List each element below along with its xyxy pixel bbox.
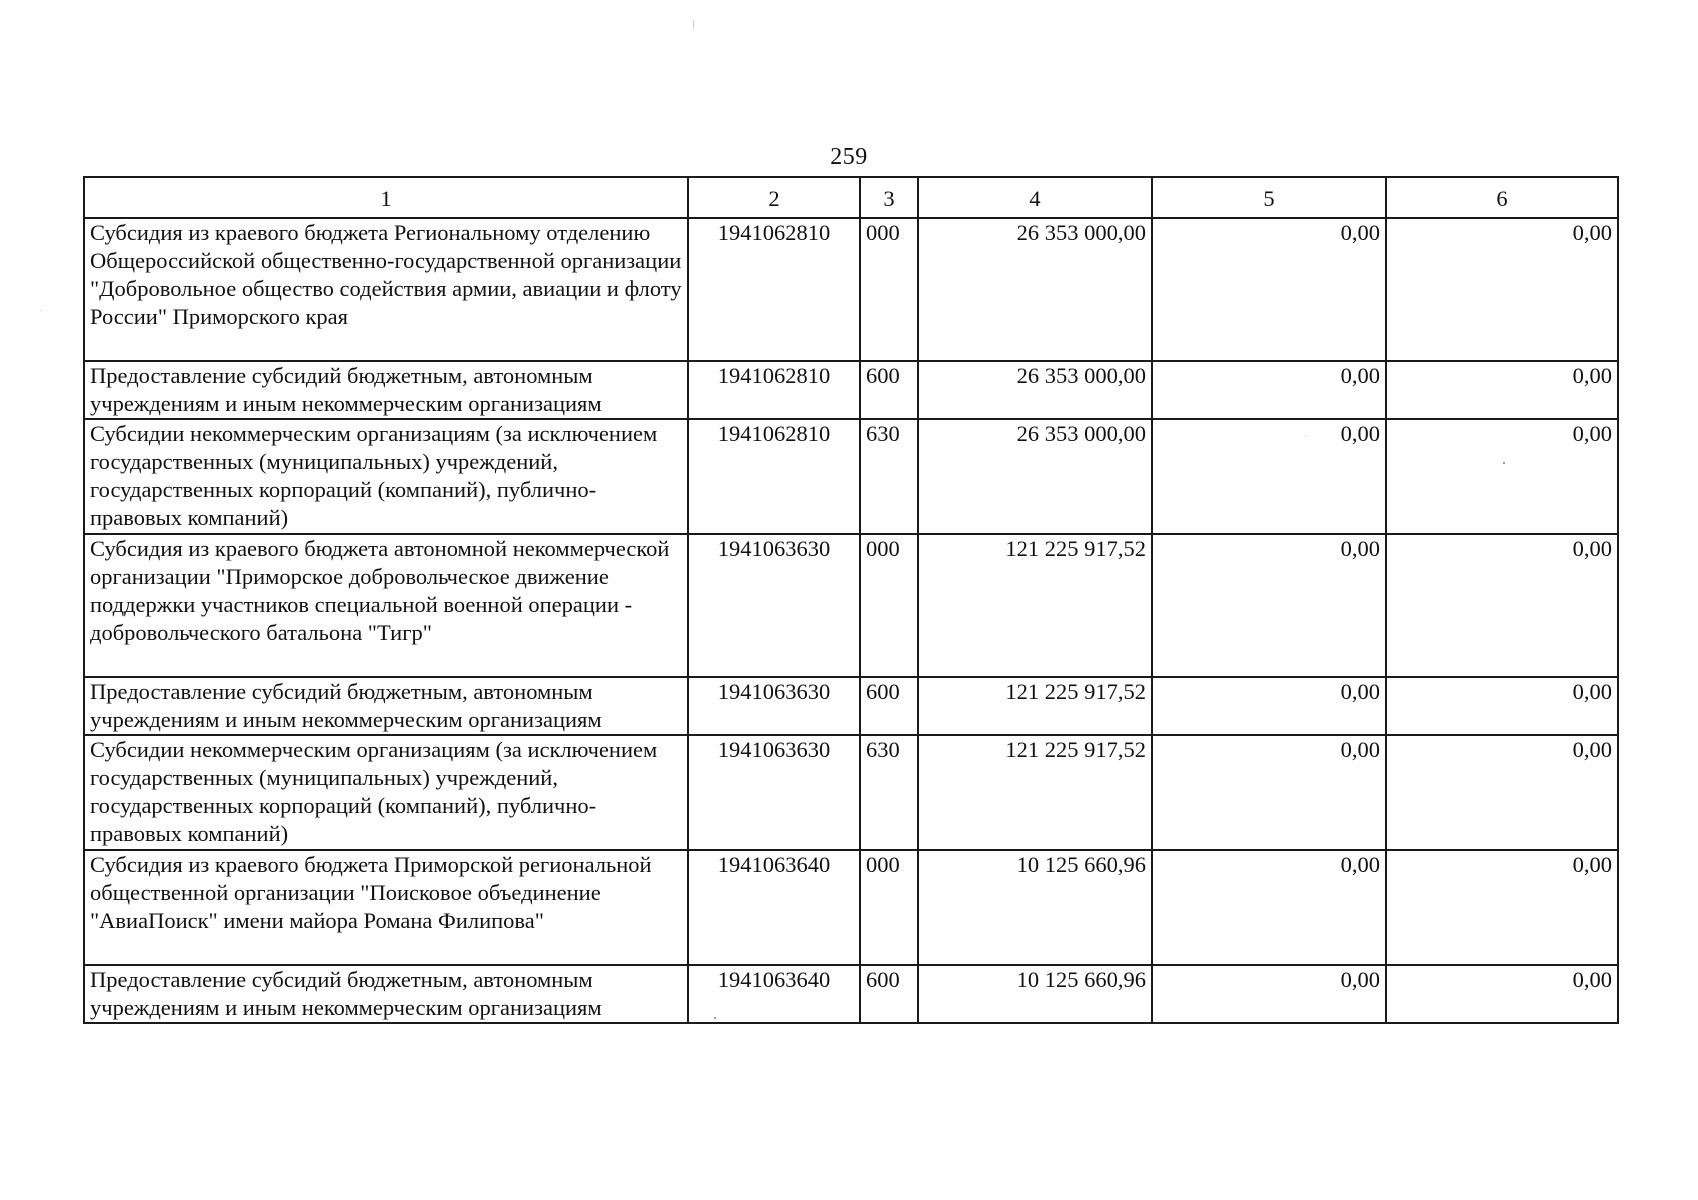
row-amount-1: 26 353 000,00 <box>918 419 1152 534</box>
row-type: 630 <box>860 735 918 850</box>
column-header-5: 5 <box>1152 177 1386 218</box>
page-number: 259 <box>830 144 868 170</box>
row-code: 1941062810 <box>688 419 860 534</box>
row-amount-3: 0,00 <box>1386 419 1618 534</box>
column-header-1: 1 <box>84 177 688 218</box>
table-row <box>84 534 1618 677</box>
row-type: 600 <box>860 361 918 419</box>
scan-speck <box>40 310 41 311</box>
row-name: Субсидия из краевого бюджета Приморской региональной общественной организации "Поисковое объединение "АвиаПоиск" имени майора Романа Филипова" <box>84 850 688 965</box>
row-amount-2: 0,00 <box>1152 850 1386 965</box>
row-amount-3: 0,00 <box>1386 677 1618 735</box>
scan-speck <box>714 1017 716 1019</box>
row-amount-3: 0,00 <box>1386 850 1618 965</box>
row-type: 600 <box>860 677 918 735</box>
budget-table <box>83 176 1619 1024</box>
table-row <box>84 218 1618 361</box>
row-amount-2: 0,00 <box>1152 361 1386 419</box>
row-code: 1941062810 <box>688 218 860 361</box>
row-code: 1941063640 <box>688 850 860 965</box>
row-type: 630 <box>860 419 918 534</box>
row-type: 600 <box>860 965 918 1023</box>
table-header-row <box>84 177 1618 218</box>
row-amount-3: 0,00 <box>1386 361 1618 419</box>
row-amount-1: 10 125 660,96 <box>918 965 1152 1023</box>
table-row <box>84 361 1618 419</box>
row-amount-2: 0,00 <box>1152 677 1386 735</box>
row-amount-3: 0,00 <box>1386 735 1618 850</box>
row-type: 000 <box>860 850 918 965</box>
row-amount-2: 0,00 <box>1152 218 1386 361</box>
row-amount-2: 0,00 <box>1152 419 1386 534</box>
row-type: 000 <box>860 218 918 361</box>
row-amount-2: 0,00 <box>1152 534 1386 677</box>
row-name: Предоставление субсидий бюджетным, автономным учреждениям и иным некоммерческим организациям <box>84 677 688 735</box>
row-amount-1: 121 225 917,52 <box>918 677 1152 735</box>
row-amount-3: 0,00 <box>1386 965 1618 1023</box>
row-name: Субсидия из краевого бюджета Региональному отделению Общероссийской общественно-государственной организации "Добровольное общество содействия армии, авиации и флоту России" Приморского края <box>84 218 688 361</box>
table-row <box>84 419 1618 534</box>
row-amount-2: 0,00 <box>1152 735 1386 850</box>
row-amount-3: 0,00 <box>1386 534 1618 677</box>
row-amount-1: 10 125 660,96 <box>918 850 1152 965</box>
row-amount-1: 26 353 000,00 <box>918 361 1152 419</box>
row-name: Предоставление субсидий бюджетным, автономным учреждениям и иным некоммерческим организациям <box>84 361 688 419</box>
row-amount-2: 0,00 <box>1152 965 1386 1023</box>
row-code: 1941063630 <box>688 677 860 735</box>
scan-speck <box>693 20 694 29</box>
row-name: Субсидии некоммерческим организациям (за исключением государственных (муниципальных) учреждений, государственных корпораций (компаний), публично-правовых компаний) <box>84 735 688 850</box>
row-amount-3: 0,00 <box>1386 218 1618 361</box>
scan-speck <box>1305 435 1306 436</box>
row-code: 1941062810 <box>688 361 860 419</box>
row-amount-1: 121 225 917,52 <box>918 735 1152 850</box>
row-amount-1: 121 225 917,52 <box>918 534 1152 677</box>
row-name: Субсидия из краевого бюджета автономной некоммерческой организации "Приморское добровольческое движение поддержки участников специальной военной операции - добровольческого батальона "Тигр" <box>84 534 688 677</box>
scan-speck <box>1503 462 1505 464</box>
row-type: 000 <box>860 534 918 677</box>
table-row <box>84 735 1618 850</box>
column-header-4: 4 <box>918 177 1152 218</box>
row-code: 1941063630 <box>688 735 860 850</box>
row-code: 1941063630 <box>688 534 860 677</box>
table-row <box>84 677 1618 735</box>
column-header-3: 3 <box>860 177 918 218</box>
column-header-6: 6 <box>1386 177 1618 218</box>
row-name: Предоставление субсидий бюджетным, автономным учреждениям и иным некоммерческим организациям <box>84 965 688 1023</box>
column-header-2: 2 <box>688 177 860 218</box>
table-row <box>84 850 1618 965</box>
row-amount-1: 26 353 000,00 <box>918 218 1152 361</box>
row-name: Субсидии некоммерческим организациям (за исключением государственных (муниципальных) учреждений, государственных корпораций (компаний), публично-правовых компаний) <box>84 419 688 534</box>
row-code: 1941063640 <box>688 965 860 1023</box>
table-row <box>84 965 1618 1023</box>
